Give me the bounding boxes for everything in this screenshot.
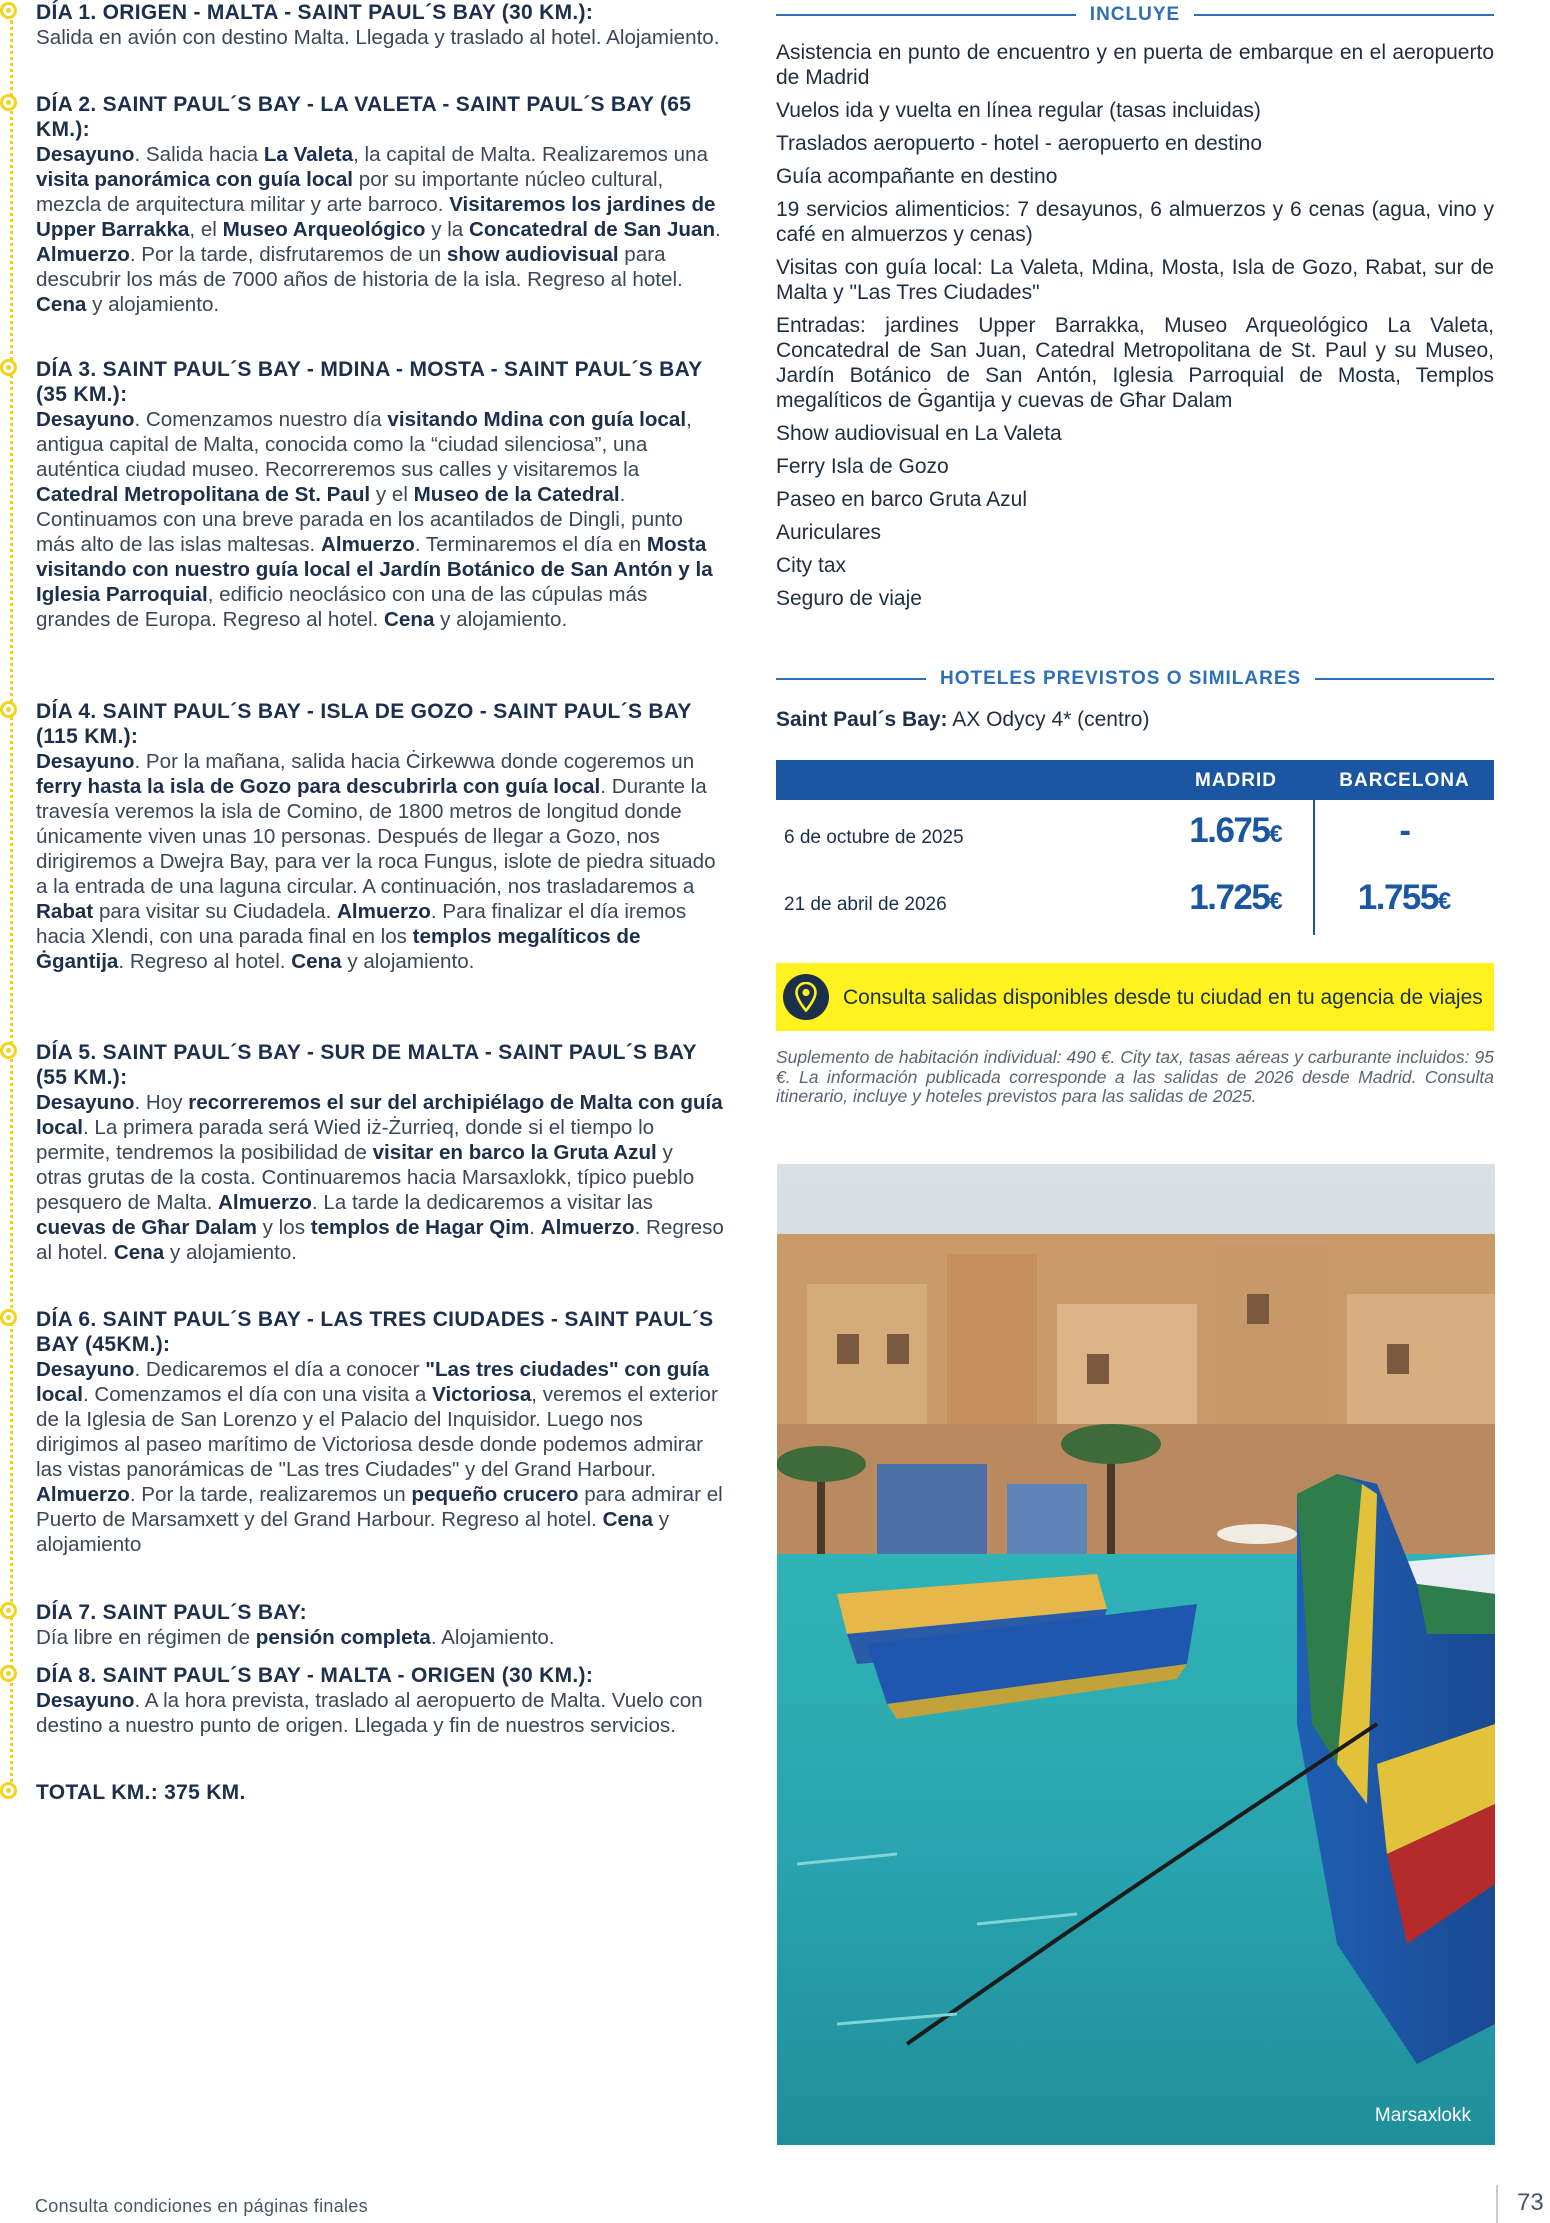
includes-item: Vuelos ida y vuelta en línea regular (tasas incluidas) [776, 99, 1261, 122]
price-table-header [776, 760, 1494, 800]
day-description: Desayuno. A la hora prevista, traslado al aeropuerto de Malta. Vuelo con destino a nuestro punto de origen. Llegada y fin de nuestros servicios. [36, 1689, 703, 1737]
departure-date: 6 de octubre de 2025 [784, 827, 964, 848]
price-madrid: 1.725€ [1189, 878, 1283, 917]
includes-item: Paseo en barco Gruta Azul [776, 488, 1027, 511]
day-title: DÍA 5. SAINT PAUL´S BAY - SUR DE MALTA - SAINT PAUL´S BAY (55 KM.): [36, 1041, 697, 1089]
marsaxlokk-photo [777, 1164, 1495, 2145]
day-marker-icon [0, 701, 17, 718]
day-3 [0, 357, 724, 632]
day-2 [0, 92, 724, 317]
divider [776, 678, 926, 680]
hotels-heading-label: HOTELES PREVISTOS O SIMILARES [940, 668, 1302, 689]
day-description: Desayuno. Salida hacia La Valeta, la capital de Malta. Realizaremos una visita panorámica con guía local por su importante núcleo cultural, mezcla de arquitectura militar y arte barroco. Visitaremos los jardines de Upper Barrakka, el Museo Arqueológico y la Concatedral de San Juan. Almuerzo. Por la tarde, disfrutaremos de un show audiovisual para descubrir los más de 7000 años de historia de la isla. Regreso al hotel. Cena y alojamiento. [36, 143, 721, 316]
day-title: DÍA 3. SAINT PAUL´S BAY - MDINA - MOSTA - SAINT PAUL´S BAY (35 KM.): [36, 358, 703, 406]
day-title: DÍA 2. SAINT PAUL´S BAY - LA VALETA - SAINT PAUL´S BAY (65 KM.): [36, 93, 692, 141]
page-number: 73 [1517, 2189, 1544, 2216]
day-description: Desayuno. Hoy recorreremos el sur del archipiélago de Malta con guía local. La primera parada será Wied iż-Żurrieq, donde si el tiempo lo permite, tendremos la posibilidad de visitar en barco la Gruta Azul y otras grutas de la costa. Continuaremos hacia Marsaxlokk, típico pueblo pesquero de Malta. Almuerzo. La tarde la dedicaremos a visitar las cuevas de Għar Dalam y los templos de Hagar Qim. Almuerzo. Regreso al hotel. Cena y alojamiento. [36, 1091, 724, 1264]
total-km-label: TOTAL KM.: 375 KM. [36, 1781, 246, 1804]
day-marker-icon [0, 1042, 17, 1059]
photo-caption: Marsaxlokk [1374, 2105, 1471, 2126]
day-marker-icon [0, 1309, 17, 1326]
footer-note: Consulta condiciones en páginas finales [35, 2196, 368, 2216]
includes-item: Guía acompañante en destino [776, 165, 1058, 188]
divider [1194, 14, 1494, 16]
hotel-name: AX Odycy 4* (centro) [952, 708, 1150, 731]
day-7 [0, 1600, 724, 1650]
day-8 [0, 1663, 724, 1738]
itinerary [0, 0, 724, 1810]
hotel-entry [776, 708, 1149, 732]
includes-item: 19 servicios alimenticios: 7 desayunos, 6 almuerzos y 6 cenas (agua, vino y café en almuerzos y cenas) [776, 198, 1494, 246]
day-description: Desayuno. Comenzamos nuestro día visitando Mdina con guía local, antigua capital de Malta, conocida como la “ciudad silenciosa”, una auténtica ciudad museo. Recorreremos sus calles y visitaremos la Catedral Metropolitana de St. Paul y el Museo de la Catedral. Continuamos con una breve parada en los acantilados de Dingli, punto más alto de las islas maltesas. Almuerzo. Terminaremos el día en Mosta visitando con nuestro guía local el Jardín Botánico de San Antón y la Iglesia Parroquial, edificio neoclásico con una de las cúpulas más grandes de Europa. Regreso al hotel. Cena y alojamiento. [36, 408, 713, 631]
location-pin-icon [783, 974, 829, 1020]
includes-item: City tax [776, 554, 847, 577]
price-barcelona: 1.755€ [1357, 878, 1452, 917]
total-km [0, 1780, 724, 1805]
departure-date: 21 de abril de 2026 [784, 894, 947, 915]
includes-heading [776, 0, 1494, 30]
includes-item: Asistencia en punto de encuentro y en puerta de embarque en el aeropuerto de Madrid [776, 41, 1494, 89]
column-barcelona: BARCELONA [1339, 770, 1470, 791]
day-6 [0, 1307, 724, 1557]
day-marker-icon [0, 359, 17, 376]
day-marker-icon [0, 1665, 17, 1682]
hotels-heading [776, 664, 1494, 694]
includes-item: Show audiovisual en La Valeta [776, 422, 1062, 445]
includes-item: Seguro de viaje [776, 587, 922, 610]
includes-item: Entradas: jardines Upper Barrakka, Museo Arqueológico La Valeta, Concatedral de San Juan, Catedral Metropolitana de St. Paul y su Museo, Jardín Botánico de San Antón, Iglesia Parroquial de Mosta, Templos megalíticos de Ġgantija y cuevas de Għar Dalam [776, 314, 1494, 412]
day-description: Desayuno. Dedicaremos el día a conocer "Las tres ciudades" con guía local. Comenzamos el día con una visita a Victoriosa, veremos el exterior de la Iglesia de San Lorenzo y el Palacio del Inquisidor. Luego nos dirigimos al paseo marítimo de Victoriosa desde donde podemos admirar las vistas panorámicas de "Las tres Ciudades" y del Grand Harbour. Almuerzo. Por la tarde, realizaremos un pequeño crucero para admirar el Puerto de Marsamxett y del Grand Harbour. Regreso al hotel. Cena y alojamiento [36, 1358, 723, 1556]
day-title: DÍA 1. ORIGEN - MALTA - SAINT PAUL´S BAY (30 KM.): [36, 1, 594, 24]
day-title: DÍA 7. SAINT PAUL´S BAY: [36, 1601, 307, 1624]
day-title: DÍA 4. SAINT PAUL´S BAY - ISLA DE GOZO - SAINT PAUL´S BAY (115 KM.): [36, 700, 692, 748]
divider [1315, 678, 1494, 680]
day-title: DÍA 8. SAINT PAUL´S BAY - MALTA - ORIGEN (30 KM.): [36, 1664, 594, 1687]
day-title: DÍA 6. SAINT PAUL´S BAY - LAS TRES CIUDADES - SAINT PAUL´S BAY (45KM.): [36, 1308, 714, 1356]
price-row [776, 874, 1494, 934]
includes-list [776, 40, 1494, 619]
includes-item: Traslados aeropuerto - hotel - aeropuerto en destino [776, 132, 1263, 155]
day-marker-icon [0, 1602, 17, 1619]
consult-text: Consulta salidas disponibles desde tu ciudad en tu agencia de viajes [843, 985, 1483, 1009]
day-1 [0, 0, 724, 50]
day-4 [0, 699, 724, 974]
includes-item: Auriculares [776, 521, 882, 544]
column-madrid: MADRID [1195, 770, 1277, 791]
divider [776, 14, 1076, 16]
day-marker-icon [0, 94, 17, 111]
day-marker-icon [0, 2, 17, 19]
price-row [776, 807, 1494, 867]
includes-item: Ferry Isla de Gozo [776, 455, 949, 478]
consult-banner [776, 963, 1494, 1031]
includes-item: Visitas con guía local: La Valeta, Mdina, Mosta, Isla de Gozo, Rabat, sur de Malta y "Las Tres Ciudades" [776, 256, 1494, 304]
hotel-location: Saint Paul´s Bay: [776, 708, 948, 731]
price-table [776, 760, 1494, 935]
includes-heading-label: INCLUYE [1089, 4, 1181, 25]
harbour-illustration [777, 1164, 1495, 2145]
day-5 [0, 1040, 724, 1265]
day-description: Salida en avión con destino Malta. Llegada y traslado al hotel. Alojamiento. [36, 26, 720, 49]
day-description: Día libre en régimen de pensión completa. Alojamiento. [36, 1626, 555, 1649]
price-barcelona: - [1399, 811, 1410, 850]
day-marker-icon [0, 1782, 17, 1799]
day-description: Desayuno. Por la mañana, salida hacia Ċirkewwa donde cogeremos un ferry hasta la isla de Gozo para descubrirla con guía local. Durante la travesía veremos la isla de Comino, de 1800 metros de longitud donde únicamente viven unas 10 personas. Después de llegar a Gozo, nos dirigiremos a Dwejra Bay, para ver la roca Fungus, islote de piedra situado a la entrada de una laguna circular. A continuación, nos trasladaremos a Rabat para visitar su Ciudadela. Almuerzo. Para finalizar el día iremos hacia Xlendi, con una parada final en los templos megalíticos de Ġgantija. Regreso al hotel. Cena y alojamiento. [36, 750, 716, 973]
page-number-divider [1496, 2185, 1498, 2223]
price-madrid: 1.675€ [1189, 811, 1283, 850]
supplement-note: Suplemento de habitación individual: 490 €. City tax, tasas aéreas y carburante incluidos: 95 €. La información publicada corresponde a las salidas de 2026 desde Madrid. Consulta itinerario, incluye y hoteles previstos para las salidas de 2025. [776, 1047, 1494, 1106]
